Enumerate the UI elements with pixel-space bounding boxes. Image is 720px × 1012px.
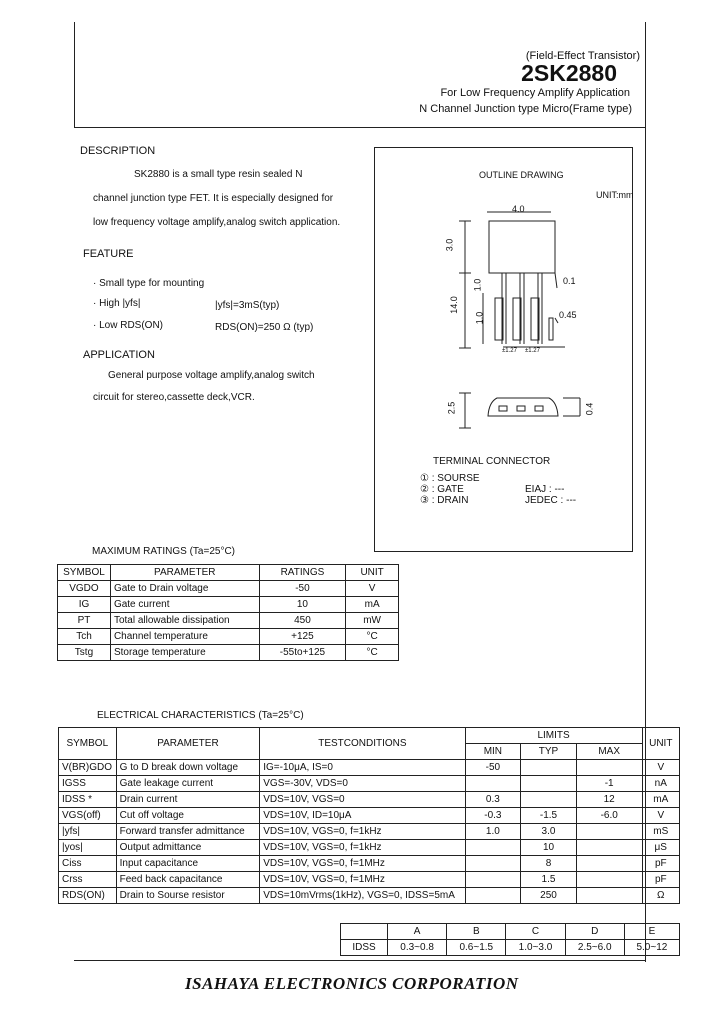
- feature-title: FEATURE: [83, 248, 134, 260]
- terminal-title: TERMINAL CONNECTOR: [433, 456, 551, 467]
- frame-footer-rule: [74, 960, 646, 961]
- condition-cell: VDS=10V, VGS=0: [260, 792, 465, 808]
- rank-header-cell: B: [447, 924, 506, 940]
- typ-cell: 3.0: [521, 824, 577, 840]
- application-line-2: circuit for stereo,cassette deck,VCR.: [93, 392, 255, 403]
- unit-cell: nA: [642, 776, 679, 792]
- symbol-cell: |yos|: [59, 840, 117, 856]
- min-cell: -0.3: [465, 808, 521, 824]
- rating-cell: -55to+125: [259, 645, 346, 661]
- feature-item-2: · High |yfs|: [93, 298, 141, 309]
- max-cell: [576, 824, 642, 840]
- typ-cell: -1.5: [521, 808, 577, 824]
- category-label: (Field-Effect Transistor): [525, 50, 640, 62]
- rating-cell: 10: [259, 597, 346, 613]
- header-cell: PARAMETER: [110, 565, 259, 581]
- typ-cell: 1.5: [521, 872, 577, 888]
- table-row: [59, 776, 680, 792]
- table-row: [58, 645, 399, 661]
- rank-cell: 0.3~0.8: [388, 940, 447, 956]
- symbol-cell: Tch: [58, 629, 111, 645]
- min-cell: [465, 872, 521, 888]
- min-cell: -50: [465, 760, 521, 776]
- parameter-cell: Input capacitance: [116, 856, 260, 872]
- table-row: [59, 824, 680, 840]
- min-cell: [465, 856, 521, 872]
- outline-drawing-box: [374, 147, 633, 552]
- parameter-cell: G to D break down voltage: [116, 760, 260, 776]
- dim-pitch-2: ±1.27: [525, 348, 540, 354]
- header-conditions: TESTCONDITIONS: [260, 728, 465, 760]
- condition-cell: VGS=-30V, VDS=0: [260, 776, 465, 792]
- rating-cell: 450: [259, 613, 346, 629]
- table-row: [59, 760, 680, 776]
- table-row: [59, 856, 680, 872]
- table-row: [59, 792, 680, 808]
- parameter-cell: Channel temperature: [110, 629, 259, 645]
- rating-cell: -50: [259, 581, 346, 597]
- header-limits: LIMITS: [465, 728, 642, 744]
- dim-side-height: 2.5: [446, 401, 457, 415]
- max-cell: -6.0: [576, 808, 642, 824]
- description-title: DESCRIPTION: [80, 145, 156, 157]
- table-row: [59, 728, 680, 744]
- max-cell: 12: [576, 792, 642, 808]
- parameter-cell: Total allowable dissipation: [110, 613, 259, 629]
- condition-cell: VDS=10V, VGS=0, f=1kHz: [260, 824, 465, 840]
- unit-cell: V: [642, 808, 679, 824]
- header-typ: TYP: [521, 744, 577, 760]
- table-row: [59, 840, 680, 856]
- header-min: MIN: [465, 744, 521, 760]
- min-cell: 1.0: [465, 824, 521, 840]
- unit-cell: V: [346, 581, 399, 597]
- min-cell: [465, 776, 521, 792]
- table-row: [59, 808, 680, 824]
- unit-cell: pF: [642, 856, 679, 872]
- parameter-cell: Gate to Drain voltage: [110, 581, 259, 597]
- header-cell: UNIT: [346, 565, 399, 581]
- unit-cell: mW: [346, 613, 399, 629]
- condition-cell: VDS=10V, VGS=0, f=1MHz: [260, 856, 465, 872]
- symbol-cell: IDSS *: [59, 792, 117, 808]
- terminal-2: ② : GATE: [420, 484, 464, 495]
- condition-cell: VDS=10mVrms(1kHz), VGS=0, IDSS=5mA: [260, 888, 465, 904]
- eiaj-label: EIAJ : ---: [525, 484, 565, 495]
- unit-cell: pF: [642, 872, 679, 888]
- electrical-title: ELECTRICAL CHARACTERISTICS (Ta=25°C): [97, 710, 304, 721]
- unit-cell: μS: [642, 840, 679, 856]
- parameter-cell: Drain current: [116, 792, 260, 808]
- parameter-cell: Drain to Sourse resistor: [116, 888, 260, 904]
- table-row: [59, 872, 680, 888]
- condition-cell: VDS=10V, ID=10μA: [260, 808, 465, 824]
- part-number: 2SK2880: [521, 60, 617, 86]
- rank-cell: IDSS: [341, 940, 388, 956]
- unit-cell: V: [642, 760, 679, 776]
- typ-cell: [521, 760, 577, 776]
- table-row: [58, 581, 399, 597]
- max-cell: [576, 888, 642, 904]
- rank-header-cell: E: [624, 924, 679, 940]
- unit-cell: Ω: [642, 888, 679, 904]
- typ-cell: 8: [521, 856, 577, 872]
- parameter-cell: Storage temperature: [110, 645, 259, 661]
- application-line-1: General purpose voltage amplify,analog switch: [108, 370, 315, 381]
- table-row: [59, 888, 680, 904]
- header-unit: UNIT: [642, 728, 679, 760]
- description-line-1: SK2880 is a small type resin sealed N: [134, 169, 303, 180]
- unit-cell: mS: [642, 824, 679, 840]
- dim-pitch-1: ±1.27: [502, 348, 517, 354]
- description-line-2: channel junction type FET. It is especially designed for: [93, 193, 334, 204]
- max-cell: [576, 760, 642, 776]
- table-row: [58, 613, 399, 629]
- typ-cell: 10: [521, 840, 577, 856]
- frame-header-rule: [74, 127, 646, 128]
- rank-cell: 5.0~12: [624, 940, 679, 956]
- table-row: [341, 924, 680, 940]
- dim-lead-step: 1.0: [472, 278, 483, 292]
- symbol-cell: IGSS: [59, 776, 117, 792]
- outline-title: OUTLINE DRAWING: [479, 170, 564, 180]
- rating-cell: +125: [259, 629, 346, 645]
- parameter-cell: Cut off voltage: [116, 808, 260, 824]
- symbol-cell: |yfs|: [59, 824, 117, 840]
- company-name: ISAHAYA ELECTRONICS CORPORATION: [185, 974, 519, 993]
- min-cell: 0.3: [465, 792, 521, 808]
- unit-cell: mA: [346, 597, 399, 613]
- symbol-cell: Crss: [59, 872, 117, 888]
- dim-width: 4.0: [512, 204, 525, 214]
- header-parameter: PARAMETER: [116, 728, 260, 760]
- dim-body-height: 3.0: [444, 238, 455, 252]
- parameter-cell: Gate current: [110, 597, 259, 613]
- outline-unit: UNIT:mm: [596, 190, 634, 200]
- condition-cell: VDS=10V, VGS=0, f=1kHz: [260, 840, 465, 856]
- jedec-label: JEDEC : ---: [525, 495, 577, 506]
- feature-item-3: · Low RDS(ON): [93, 320, 164, 331]
- rank-cell: 0.6~1.5: [447, 940, 506, 956]
- max-cell: [576, 840, 642, 856]
- rank-header-cell: D: [565, 924, 624, 940]
- table-row: [58, 629, 399, 645]
- header-cell: SYMBOL: [58, 565, 111, 581]
- description-line-3: low frequency voltage amplify,analog switch application.: [93, 217, 341, 228]
- table-row: [341, 940, 680, 956]
- terminal-3: ③ : DRAIN: [420, 495, 469, 506]
- application-title: APPLICATION: [83, 349, 155, 361]
- typ-cell: [521, 776, 577, 792]
- max-cell: [576, 856, 642, 872]
- typ-cell: [521, 792, 577, 808]
- min-cell: [465, 888, 521, 904]
- table-row: [58, 565, 399, 581]
- dim-total-length: 14.0: [448, 296, 459, 314]
- feature-value-2: |yfs|=3mS(typ): [215, 300, 280, 311]
- min-cell: [465, 840, 521, 856]
- table-row: [58, 597, 399, 613]
- type-subtitle: N Channel Junction type Micro(Frame type): [419, 103, 632, 115]
- parameter-cell: Output admittance: [116, 840, 260, 856]
- symbol-cell: Ciss: [59, 856, 117, 872]
- header-max: MAX: [576, 744, 642, 760]
- symbol-cell: IG: [58, 597, 111, 613]
- electrical-table: [58, 727, 680, 904]
- rank-cell: 1.0~3.0: [506, 940, 565, 956]
- rank-header-cell: A: [388, 924, 447, 940]
- unit-cell: °C: [346, 645, 399, 661]
- symbol-cell: Tstg: [58, 645, 111, 661]
- symbol-cell: RDS(ON): [59, 888, 117, 904]
- dim-lead-width: 1.0: [474, 311, 485, 325]
- unit-cell: °C: [346, 629, 399, 645]
- symbol-cell: VGS(off): [59, 808, 117, 824]
- idss-rank-table: [340, 923, 680, 956]
- feature-value-3: RDS(ON)=250 Ω (typ): [215, 322, 314, 333]
- feature-item-1: · Small type for mounting: [93, 278, 205, 289]
- header-symbol: SYMBOL: [59, 728, 117, 760]
- condition-cell: VDS=10V, VGS=0, f=1MHz: [260, 872, 465, 888]
- rank-header-cell: [341, 924, 388, 940]
- dim-lead-width-2: 0.45: [559, 310, 577, 320]
- symbol-cell: PT: [58, 613, 111, 629]
- terminal-1: ① : SOURSE: [420, 473, 480, 484]
- parameter-cell: Gate leakage current: [116, 776, 260, 792]
- frame-left-line: [74, 22, 75, 127]
- application-subtitle: For Low Frequency Amplify Application: [440, 87, 630, 99]
- rank-cell: 2.5~6.0: [565, 940, 624, 956]
- typ-cell: 250: [521, 888, 577, 904]
- max-cell: -1: [576, 776, 642, 792]
- parameter-cell: Feed back capacitance: [116, 872, 260, 888]
- symbol-cell: V(BR)GDO: [59, 760, 117, 776]
- unit-cell: mA: [642, 792, 679, 808]
- dim-side-thickness: 0.4: [584, 402, 595, 416]
- header-cell: RATINGS: [259, 565, 346, 581]
- symbol-cell: VGDO: [58, 581, 111, 597]
- max-cell: [576, 872, 642, 888]
- max-ratings-table: [57, 564, 399, 661]
- rank-header-cell: C: [506, 924, 565, 940]
- max-ratings-title: MAXIMUM RATINGS (Ta=25°C): [92, 546, 235, 557]
- condition-cell: IG=-10μA, IS=0: [260, 760, 465, 776]
- parameter-cell: Forward transfer admittance: [116, 824, 260, 840]
- dim-lead-thickness: 0.1: [563, 276, 576, 286]
